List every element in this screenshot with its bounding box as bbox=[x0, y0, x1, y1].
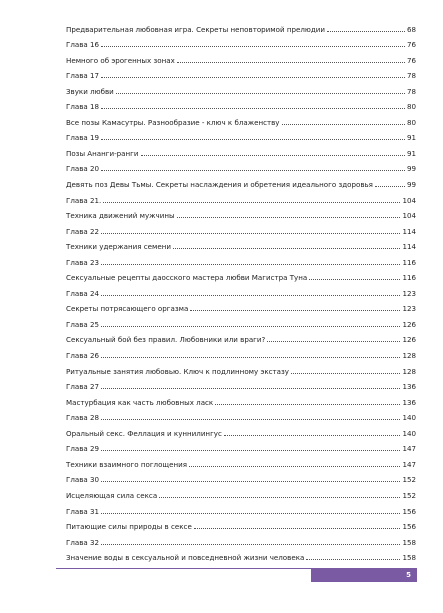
toc-entry-page: 126 bbox=[402, 335, 416, 345]
toc-entry[interactable] bbox=[66, 407, 416, 423]
toc-entry-title: Мастурбация как часть любовных ласк bbox=[66, 397, 214, 407]
toc-dot-leader bbox=[101, 77, 405, 78]
toc-entry-page: 99 bbox=[406, 180, 416, 190]
toc-dot-leader bbox=[101, 419, 400, 420]
toc-dot-leader bbox=[189, 466, 400, 467]
toc-entry[interactable] bbox=[66, 531, 416, 547]
toc-entry[interactable] bbox=[66, 391, 416, 407]
toc-entry[interactable] bbox=[66, 34, 416, 50]
toc-entry-page: 156 bbox=[402, 522, 416, 532]
toc-dot-leader bbox=[282, 124, 405, 125]
toc-entry-page: 76 bbox=[406, 55, 416, 65]
toc-entry-page: 114 bbox=[402, 226, 416, 236]
toc-entry-page: 126 bbox=[402, 319, 416, 329]
toc-entry-page: 78 bbox=[406, 71, 416, 81]
toc-entry-title: Глава 23 bbox=[66, 257, 100, 267]
toc-entry[interactable] bbox=[66, 111, 416, 127]
toc-entry[interactable] bbox=[66, 189, 416, 205]
toc-entry-title: Глава 22 bbox=[66, 226, 100, 236]
toc-dot-leader bbox=[267, 341, 400, 342]
toc-dot-leader bbox=[101, 233, 400, 234]
toc-entry-title: Сексуальный бой без правил. Любовники или враги? bbox=[66, 335, 266, 345]
toc-entry[interactable] bbox=[66, 516, 416, 532]
toc-dot-leader bbox=[101, 326, 400, 327]
toc-entry-title: Глава 20 bbox=[66, 164, 100, 174]
toc-entry-page: 128 bbox=[402, 351, 416, 361]
toc-dot-leader bbox=[101, 46, 405, 47]
toc-entry[interactable] bbox=[66, 205, 416, 221]
toc-dot-leader bbox=[159, 497, 400, 498]
toc-entry[interactable] bbox=[66, 251, 416, 267]
toc-entry[interactable] bbox=[66, 80, 416, 96]
toc-dot-leader bbox=[101, 264, 400, 265]
toc-entry-page: 114 bbox=[402, 242, 416, 252]
toc-entry[interactable] bbox=[66, 422, 416, 438]
toc-entry-page: 152 bbox=[402, 475, 416, 485]
toc-entry-page: 140 bbox=[402, 428, 416, 438]
toc-entry-title: Немного об эрогенных зонах bbox=[66, 55, 175, 65]
toc-entry-page: 78 bbox=[406, 86, 416, 96]
footer-rule bbox=[56, 568, 311, 569]
toc-dot-leader bbox=[173, 248, 400, 249]
toc-entry-page: 123 bbox=[402, 304, 416, 314]
toc-dot-leader bbox=[177, 217, 401, 218]
toc-dot-leader bbox=[101, 108, 405, 109]
toc-dot-leader bbox=[194, 528, 401, 529]
toc-entry-page: 76 bbox=[406, 40, 416, 50]
toc-entry-title: Питающие силы природы в сексе bbox=[66, 522, 192, 532]
toc-entry[interactable] bbox=[66, 453, 416, 469]
toc-dot-leader bbox=[101, 357, 400, 358]
page-number-box bbox=[311, 568, 417, 582]
toc-entry-page: 80 bbox=[406, 102, 416, 112]
toc-entry-title: Сексуальные рецепты даосского мастера любви Магистра Туна bbox=[66, 273, 308, 283]
toc-entry[interactable] bbox=[66, 220, 416, 236]
toc-entry[interactable] bbox=[66, 49, 416, 65]
toc-dot-leader bbox=[177, 62, 405, 63]
toc-dot-leader bbox=[375, 186, 405, 187]
toc-entry-title: Глава 32 bbox=[66, 537, 100, 547]
toc-entry[interactable] bbox=[66, 158, 416, 174]
toc-entry-page: 80 bbox=[406, 117, 416, 127]
toc-dot-leader bbox=[190, 310, 400, 311]
toc-entry[interactable] bbox=[66, 65, 416, 81]
toc-entry[interactable] bbox=[66, 282, 416, 298]
toc-entry-page: 99 bbox=[406, 164, 416, 174]
toc-dot-leader bbox=[306, 559, 400, 560]
toc-dot-leader bbox=[141, 155, 405, 156]
toc-entry[interactable] bbox=[66, 484, 416, 500]
toc-entry[interactable] bbox=[66, 96, 416, 112]
toc-entry[interactable] bbox=[66, 142, 416, 158]
toc-entry-title: Секреты потрясающего оргазма bbox=[66, 304, 189, 314]
toc-entry-title: Глава 27 bbox=[66, 382, 100, 392]
toc-entry-page: 147 bbox=[402, 444, 416, 454]
toc-entry-title: Глава 25 bbox=[66, 319, 100, 329]
toc-entry[interactable] bbox=[66, 236, 416, 252]
toc-entry-page: 136 bbox=[402, 397, 416, 407]
page-number: 5 bbox=[406, 571, 411, 579]
toc-entry[interactable] bbox=[66, 127, 416, 143]
toc-entry-title: Ритуальные занятия любовью. Ключ к подлинному экстазу bbox=[66, 366, 289, 376]
toc-entry[interactable] bbox=[66, 313, 416, 329]
toc-entry-title: Глава 31 bbox=[66, 506, 100, 516]
toc-entry-title: Глава 18 bbox=[66, 102, 100, 112]
toc-entry-page: 116 bbox=[402, 273, 416, 283]
toc-entry[interactable] bbox=[66, 547, 416, 563]
toc-entry-page: 147 bbox=[402, 459, 416, 469]
toc-entry-page: 156 bbox=[402, 506, 416, 516]
toc-entry-title: Глава 29 bbox=[66, 444, 100, 454]
toc-entry-title: Техника движений мужчины bbox=[66, 211, 175, 221]
toc-dot-leader bbox=[291, 373, 400, 374]
toc-entry-title: Техники взаимного поглощения bbox=[66, 459, 187, 469]
toc-entry[interactable] bbox=[66, 438, 416, 454]
toc-entry-title: Глава 17 bbox=[66, 71, 100, 81]
toc-entry-page: 91 bbox=[406, 133, 416, 143]
toc-entry-title: Глава 30 bbox=[66, 475, 100, 485]
toc-entry[interactable] bbox=[66, 469, 416, 485]
toc-entry-title: Техники удержания семени bbox=[66, 242, 171, 252]
toc-dot-leader bbox=[116, 93, 405, 94]
toc-dot-leader bbox=[101, 295, 400, 296]
toc-entry-title: Глава 28 bbox=[66, 413, 100, 423]
toc-dot-leader bbox=[101, 513, 400, 514]
toc-entry-page: 104 bbox=[402, 211, 416, 221]
toc-entry-title: Девять поз Девы Тьмы. Секреты наслаждения и обретения идеального здоровья bbox=[66, 180, 373, 190]
table-of-contents bbox=[66, 18, 416, 562]
toc-entry[interactable] bbox=[66, 376, 416, 392]
toc-dot-leader bbox=[101, 170, 405, 171]
toc-entry[interactable] bbox=[66, 18, 416, 34]
toc-entry[interactable] bbox=[66, 173, 416, 189]
toc-entry-title: Глава 26 bbox=[66, 351, 100, 361]
toc-dot-leader bbox=[101, 481, 400, 482]
toc-entry-page: 152 bbox=[402, 490, 416, 500]
toc-dot-leader bbox=[327, 31, 405, 32]
toc-entry-page: 68 bbox=[406, 24, 416, 34]
toc-entry-page: 158 bbox=[402, 537, 416, 547]
toc-entry-title: Звуки любви bbox=[66, 86, 114, 96]
toc-dot-leader bbox=[215, 404, 400, 405]
toc-entry-page: 91 bbox=[406, 148, 416, 158]
toc-entry[interactable] bbox=[66, 360, 416, 376]
toc-dot-leader bbox=[224, 435, 401, 436]
toc-entry[interactable] bbox=[66, 298, 416, 314]
toc-entry-title: Глава 21. bbox=[66, 195, 102, 205]
toc-entry-title: Позы Ананги-ранги bbox=[66, 148, 139, 158]
toc-entry-title: Все позы Камасутры. Разнообразие - ключ к блаженству bbox=[66, 117, 280, 127]
toc-entry-page: 136 bbox=[402, 382, 416, 392]
toc-entry-page: 158 bbox=[402, 553, 416, 563]
toc-entry-page: 123 bbox=[402, 288, 416, 298]
toc-dot-leader bbox=[309, 279, 400, 280]
toc-entry-title: Глава 24 bbox=[66, 288, 100, 298]
toc-dot-leader bbox=[103, 202, 400, 203]
toc-dot-leader bbox=[101, 139, 405, 140]
toc-dot-leader bbox=[101, 388, 400, 389]
toc-entry-title: Исцеляющая сила секса bbox=[66, 490, 158, 500]
toc-entry-page: 116 bbox=[402, 257, 416, 267]
toc-entry-title: Глава 16 bbox=[66, 40, 100, 50]
toc-entry[interactable] bbox=[66, 344, 416, 360]
toc-entry-title: Глава 19 bbox=[66, 133, 100, 143]
toc-entry-page: 128 bbox=[402, 366, 416, 376]
toc-entry-title: Значение воды в сексуальной и повседневной жизни человека bbox=[66, 553, 305, 563]
toc-entry[interactable] bbox=[66, 500, 416, 516]
toc-entry-title: Оральный секс. Феллация и куннилингус bbox=[66, 428, 222, 438]
toc-entry[interactable] bbox=[66, 329, 416, 345]
toc-dot-leader bbox=[101, 450, 400, 451]
toc-entry-page: 140 bbox=[402, 413, 416, 423]
toc-dot-leader bbox=[101, 544, 400, 545]
toc-entry-page: 104 bbox=[402, 195, 416, 205]
toc-entry-title: Предварительная любовная игра. Секреты неповторимой прелюдии bbox=[66, 24, 325, 34]
toc-entry[interactable] bbox=[66, 267, 416, 283]
